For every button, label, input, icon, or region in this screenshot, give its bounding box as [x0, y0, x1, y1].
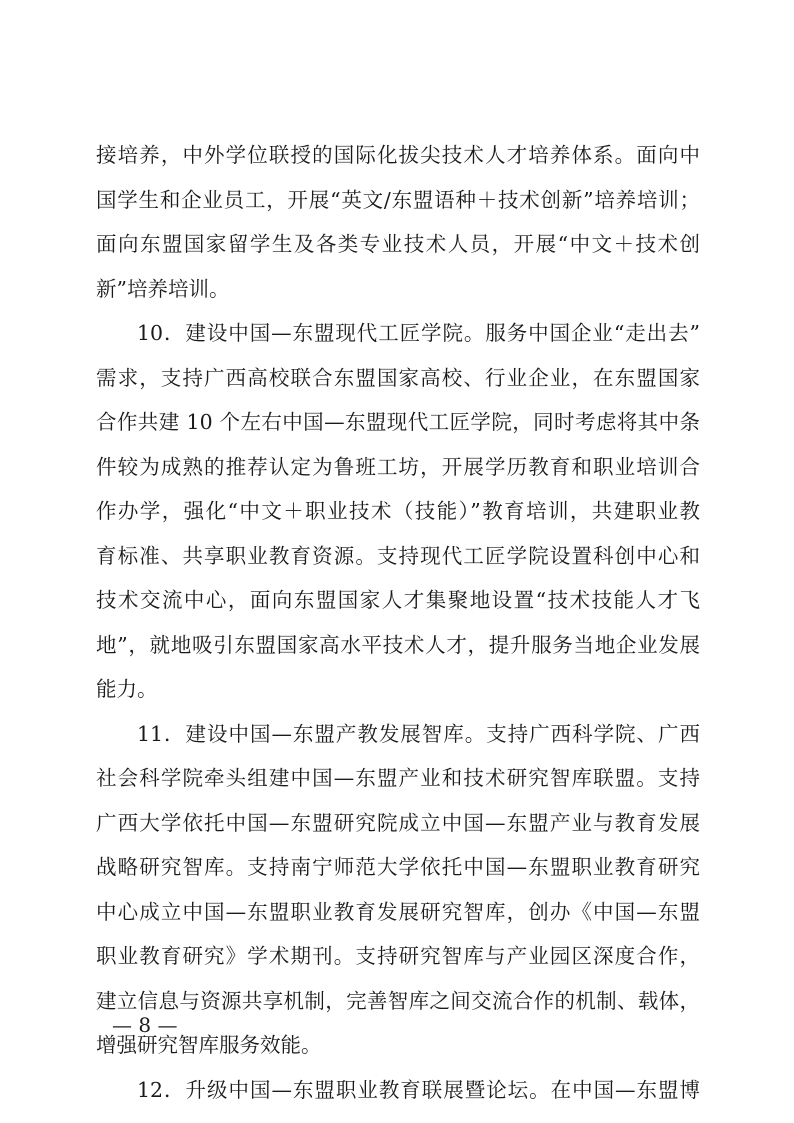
- text-line: 广西大学依托中国—东盟研究院成立中国—东盟产业与教育发展: [96, 810, 700, 835]
- text-line: 育标准、共享职业教育资源。支持现代工匠学院设置科创中心和: [96, 543, 700, 568]
- text-line: 职业教育研究》学术期刊。支持研究智库与产业园区深度合作，: [96, 944, 700, 968]
- text-line: 面向东盟国家留学生及各类专业技术人员，开展“中文＋技术创: [96, 232, 700, 256]
- page-number: — 8 —: [112, 1013, 178, 1037]
- text-line: 建立信息与资源共享机制，完善智库之间交流合作的机制、载体，: [96, 988, 700, 1013]
- text-line: 社会科学院牵头组建中国—东盟产业和技术研究智库联盟。支持: [96, 766, 700, 790]
- text-line: 接培养，中外学位联授的国际化拔尖技术人才培养体系。面向中: [96, 143, 700, 167]
- section-12-heading-line: 12．升级中国—东盟职业教育联展暨论坛。在中国—东盟博: [137, 1077, 700, 1102]
- text-line: 新”培养培训。: [96, 276, 230, 301]
- text-line: 技术交流中心，面向东盟国家人才集聚地设置“技术技能人才飞: [96, 588, 700, 612]
- section-11-heading-line: 11．建设中国—东盟产教发展智库。支持广西科学院、广西: [137, 721, 700, 746]
- text-line: 需求，支持广西高校联合东盟国家高校、行业企业，在东盟国家: [96, 365, 700, 390]
- text-line: 件较为成熟的推荐认定为鲁班工坊，开展学历教育和职业培训合: [96, 454, 700, 479]
- body-text: [96, 133, 700, 1112]
- text-line: 增强研究智库服务效能。: [96, 1033, 322, 1057]
- text-line: 战略研究智库。支持南宁师范大学依托中国—东盟职业教育研究: [96, 855, 700, 879]
- text-line: 中心成立中国—东盟职业教育发展研究智库，创办《中国—东盟: [96, 899, 700, 924]
- text-line: 作办学，强化“中文＋职业技术（技能）”教育培训，共建职业教: [96, 499, 700, 523]
- text-line: 地”，就地吸引东盟国家高水平技术人才，提升服务当地企业发展: [96, 632, 700, 657]
- text-line: 合作共建 10 个左右中国—东盟现代工匠学院，同时考虑将其中条: [96, 410, 700, 434]
- text-line: 国学生和企业员工，开展“英文/东盟语种＋技术创新”培养培训；: [96, 187, 700, 212]
- section-10-heading-line: 10．建设中国—东盟现代工匠学院。服务中国企业“走出去”: [137, 321, 700, 345]
- text-line: 能力。: [96, 677, 158, 701]
